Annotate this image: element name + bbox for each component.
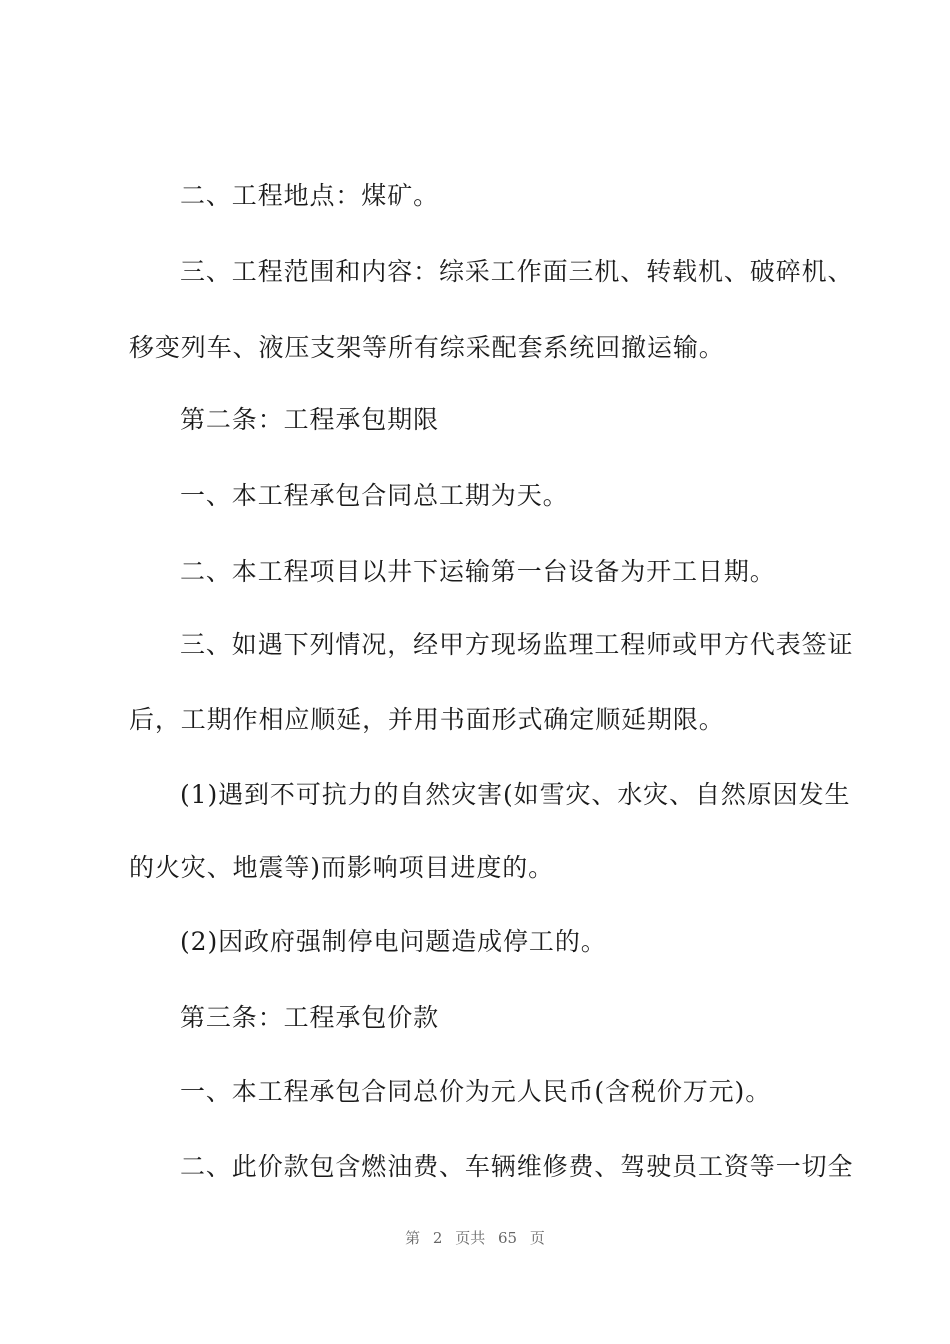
section-heading: 第三条：工程承包价款 [180,1003,440,1032]
paragraph-line: 的火灾、地震等)而影响项目进度的。 [129,853,555,882]
paragraph-line: (1)遇到不可抗力的自然灾害(如雪灾、水灾、自然原因发生 [180,780,851,809]
paragraph-line: 一、本工程承包合同总工期为天。 [180,481,569,510]
paragraph-line: 后，工期作相应顺延，并用书面形式确定顺延期限。 [129,705,725,734]
section-heading: 第二条：工程承包期限 [180,405,440,434]
paragraph-line: 二、工程地点：煤矿。 [180,181,440,210]
paragraph-line: 二、本工程项目以井下运输第一台设备为开工日期。 [180,557,776,586]
paragraph-line: 二、此价款包含燃油费、车辆维修费、驾驶员工资等一切全 [180,1152,854,1181]
paragraph-line: 三、工程范围和内容：综采工作面三机、转载机、破碎机、 [180,257,854,286]
paragraph-line: (2)因政府强制停电问题造成停工的。 [180,927,607,956]
paragraph-line: 三、如遇下列情况，经甲方现场监理工程师或甲方代表签证 [180,630,854,659]
paragraph-line: 一、本工程承包合同总价为元人民币(含税价万元)。 [180,1077,772,1106]
page-number: 第 2 页共 65 页 [405,1229,545,1247]
paragraph-line: 移变列车、液压支架等所有综采配套系统回撤运输。 [129,333,725,362]
